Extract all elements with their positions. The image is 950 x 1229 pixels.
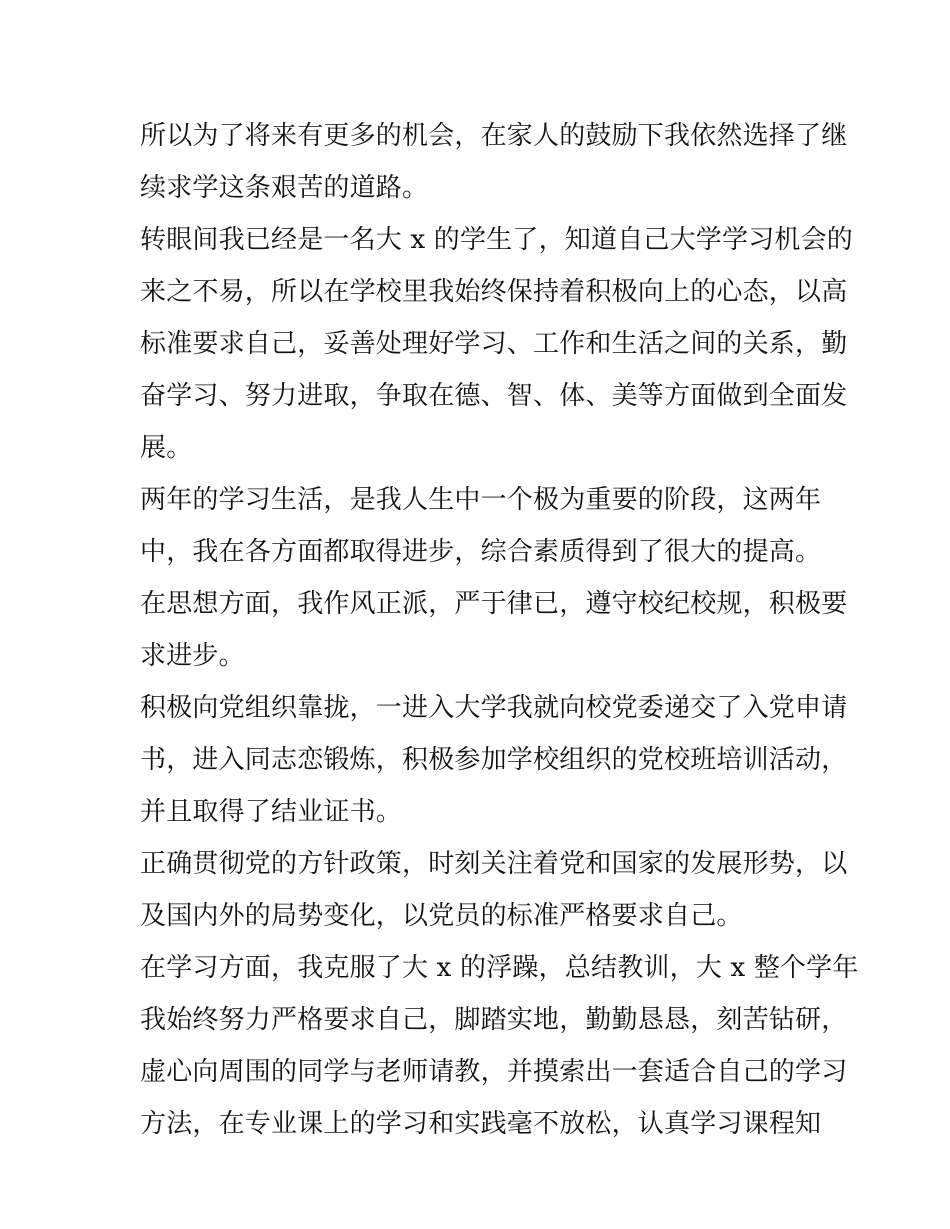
- text-line: 积极向党组织靠拢，一进入大学我就向校党委递交了入党申请: [140, 693, 848, 723]
- text-line: 及国内外的局势变化，以党员的标准严格要求自己。: [140, 901, 743, 931]
- text-line: 来之不易，所以在学校里我始终保持着积极向上的心态，以高: [140, 277, 848, 307]
- text-line: 续求学这条艰苦的道路。: [140, 173, 429, 203]
- document-body: [140, 110, 859, 1150]
- text-line: 求进步。: [140, 641, 245, 671]
- text-line: 两年的学习生活，是我人生中一个极为重要的阶段，这两年: [140, 485, 822, 515]
- text-line: 奋学习、努力进取，争取在德、智、体、美等方面做到全面发: [140, 381, 848, 411]
- text-line: 在学习方面，我克服了大 x 的浮躁，总结教训，大 x 整个学年: [140, 953, 859, 983]
- text-line: 我始终努力严格要求自己，脚踏实地，勤勤恳恳，刻苦钻研，: [140, 1005, 848, 1035]
- text-line: 虚心向周围的同学与老师请教，并摸索出一套适合自己的学习: [140, 1057, 848, 1087]
- text-line: 中，我在各方面都取得进步，综合素质得到了很大的提高。: [140, 537, 822, 567]
- text-line: 所以为了将来有更多的机会，在家人的鼓励下我依然选择了继: [140, 121, 848, 151]
- text-line: 并且取得了结业证书。: [140, 797, 403, 827]
- text-line: 展。: [140, 433, 193, 463]
- text-line: 标准要求自己，妥善处理好学习、工作和生活之间的关系，勤: [140, 329, 848, 359]
- text-line: 正确贯彻党的方针政策，时刻关注着党和国家的发展形势，以: [140, 849, 848, 879]
- text-line: 书，进入同志恋锻炼，积极参加学校组织的党校班培训活动，: [140, 745, 848, 775]
- text-line: 在思想方面，我作风正派，严于律已，遵守校纪校规，积极要: [140, 589, 848, 619]
- text-line: 方法，在专业课上的学习和实践毫不放松，认真学习课程知: [140, 1109, 822, 1139]
- text-line: 转眼间我已经是一名大 x 的学生了，知道自己大学学习机会的: [140, 225, 853, 255]
